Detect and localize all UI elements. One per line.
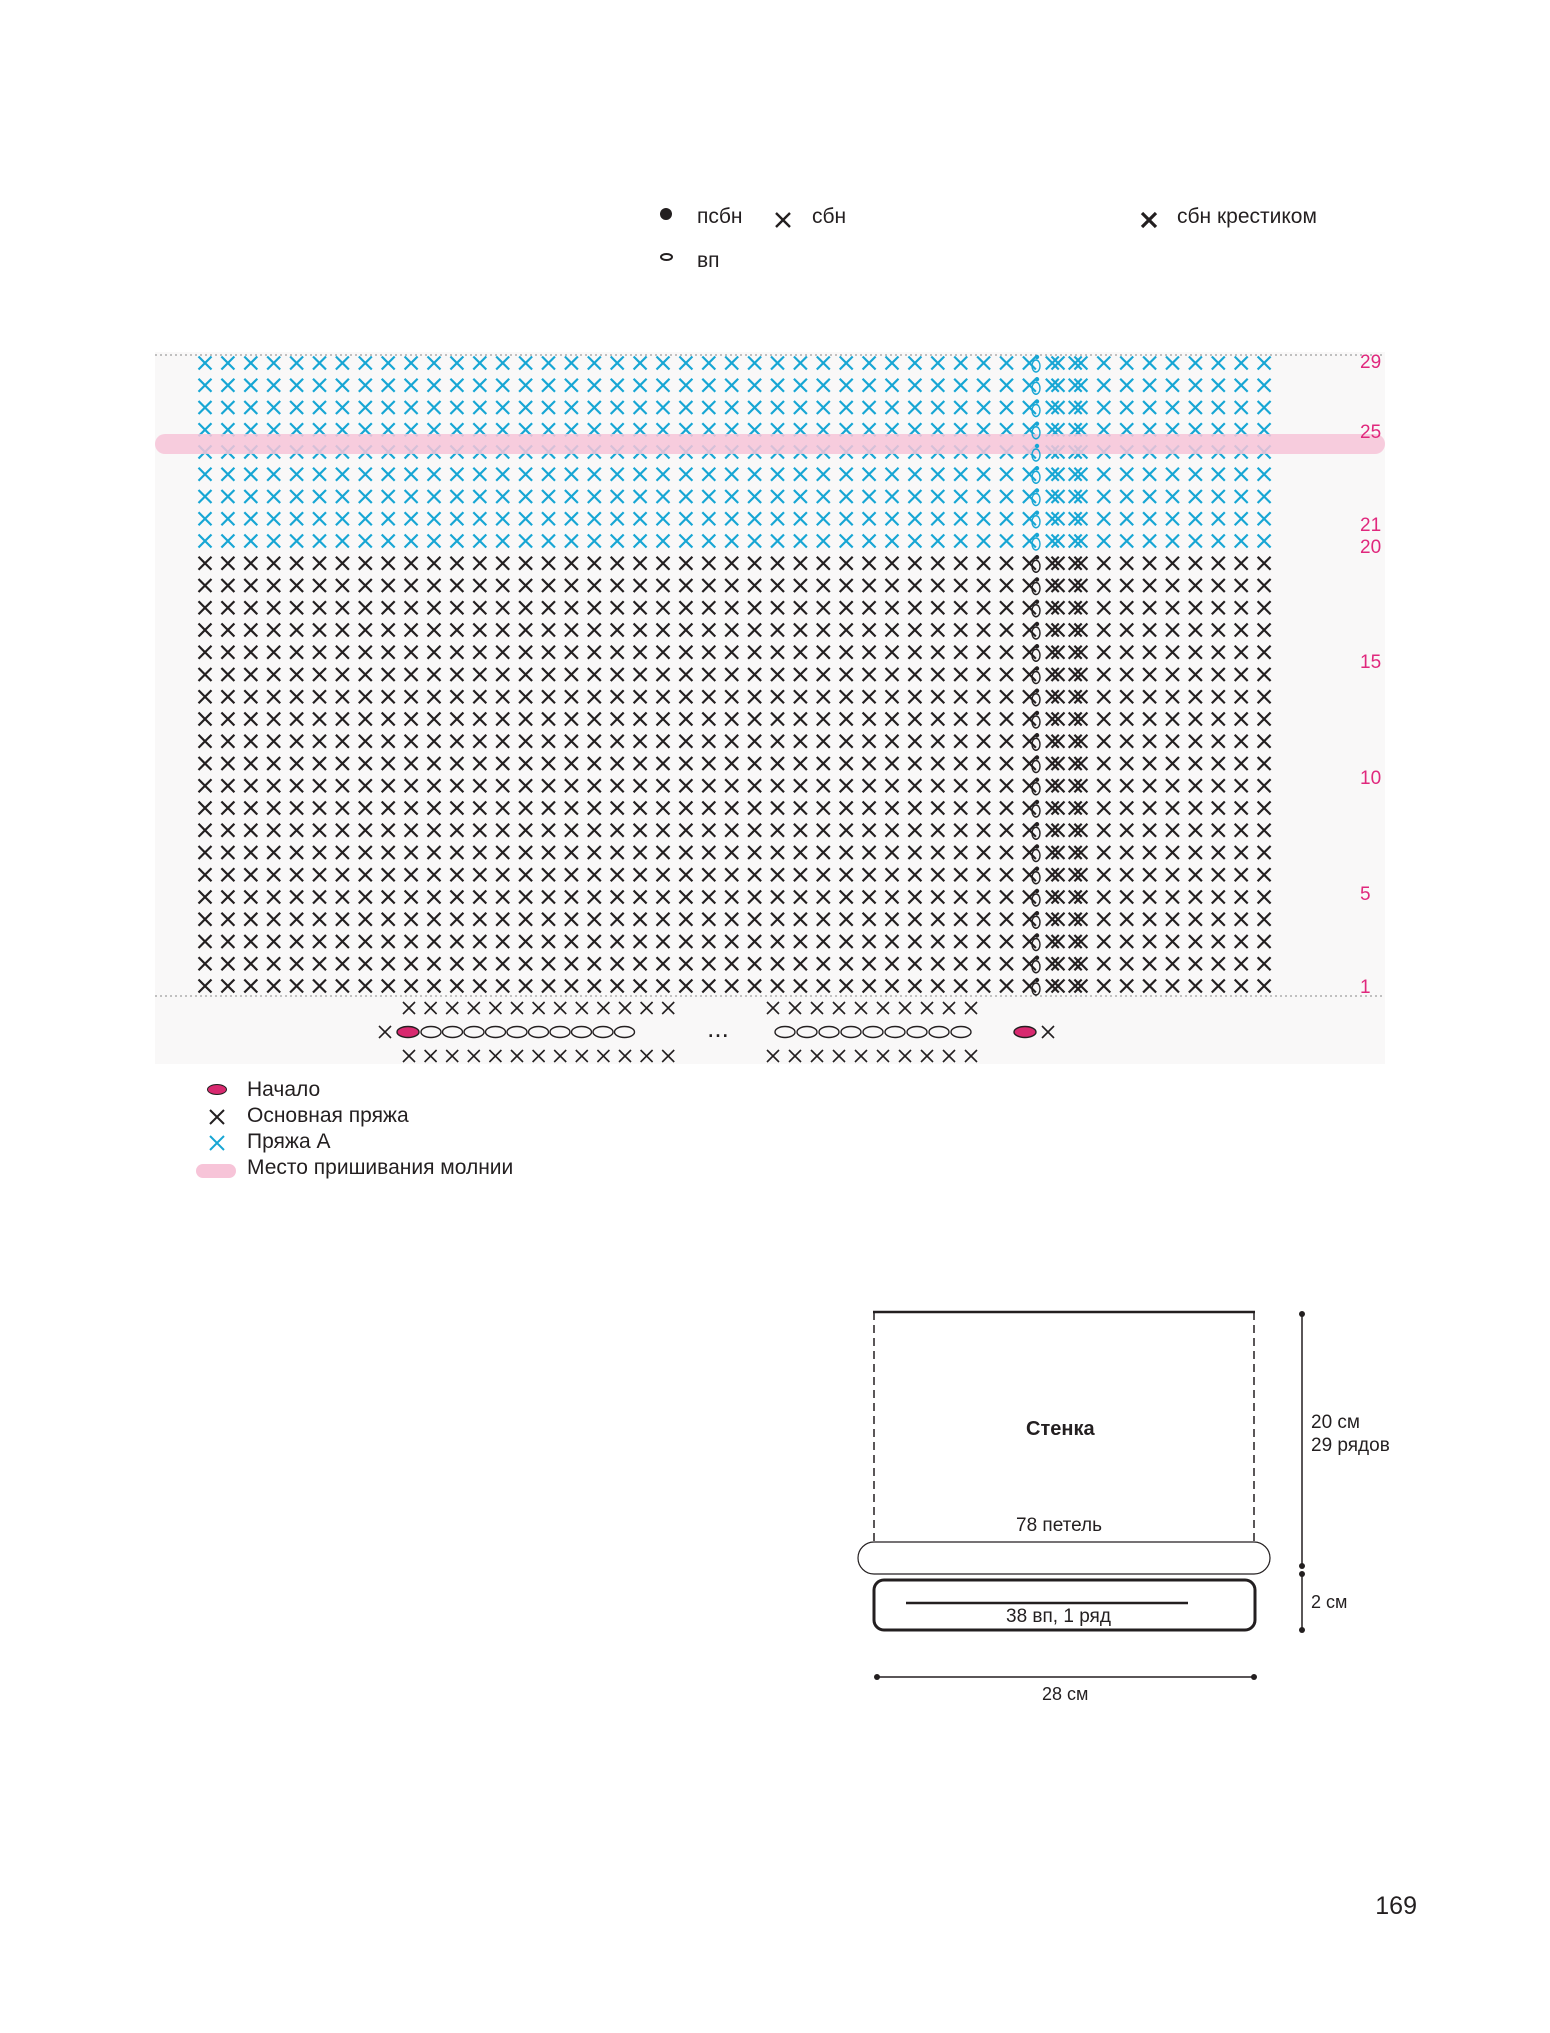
row-number-21: 21 bbox=[1360, 515, 1382, 536]
row-number-5: 5 bbox=[1360, 884, 1371, 905]
single-crochet-label: сбн bbox=[812, 205, 847, 228]
base-chain-label: 38 вп, 1 ряд bbox=[1006, 1606, 1111, 1627]
base-height-label: 2 см bbox=[1311, 1592, 1348, 1612]
width-dimension-endpoint-left bbox=[874, 1674, 880, 1680]
base-height-dimension-endpoint-top bbox=[1299, 1571, 1305, 1577]
stitch-row-outline bbox=[858, 1542, 1270, 1574]
height-rows-label: 29 рядов bbox=[1311, 1435, 1390, 1456]
key-main-yarn-label: Основная пряжа bbox=[247, 1104, 409, 1127]
key-zipper-label: Место пришивания молнии bbox=[247, 1156, 514, 1179]
page-number: 169 bbox=[1375, 1892, 1417, 1920]
key-yarn-a-label: Пряжа А bbox=[247, 1130, 331, 1153]
row-number-15: 15 bbox=[1360, 652, 1382, 673]
stitches-label: 78 петель bbox=[1016, 1515, 1103, 1536]
slip-stitch-label: псбн bbox=[697, 205, 743, 228]
crossed-single-crochet-label: сбн крестиком bbox=[1177, 205, 1317, 228]
ellipsis: ... bbox=[707, 1013, 729, 1043]
width-label: 28 см bbox=[1042, 1684, 1089, 1704]
height-dimension-endpoint-bottom bbox=[1299, 1563, 1305, 1569]
row-number-1: 1 bbox=[1360, 977, 1371, 998]
height-dimension-endpoint-top bbox=[1299, 1311, 1305, 1317]
key-start-label: Начало bbox=[247, 1078, 321, 1101]
base-height-dimension-endpoint-bottom bbox=[1299, 1627, 1305, 1633]
row-number-20: 20 bbox=[1360, 537, 1382, 558]
chain-label: вп bbox=[697, 249, 720, 272]
height-cm-label: 20 см bbox=[1311, 1412, 1360, 1433]
width-dimension-endpoint-right bbox=[1251, 1674, 1257, 1680]
row-number-10: 10 bbox=[1360, 768, 1382, 789]
row-number-29: 29 bbox=[1360, 352, 1382, 373]
panel-title: Стенка bbox=[1026, 1418, 1095, 1440]
row-number-25: 25 bbox=[1360, 422, 1382, 443]
